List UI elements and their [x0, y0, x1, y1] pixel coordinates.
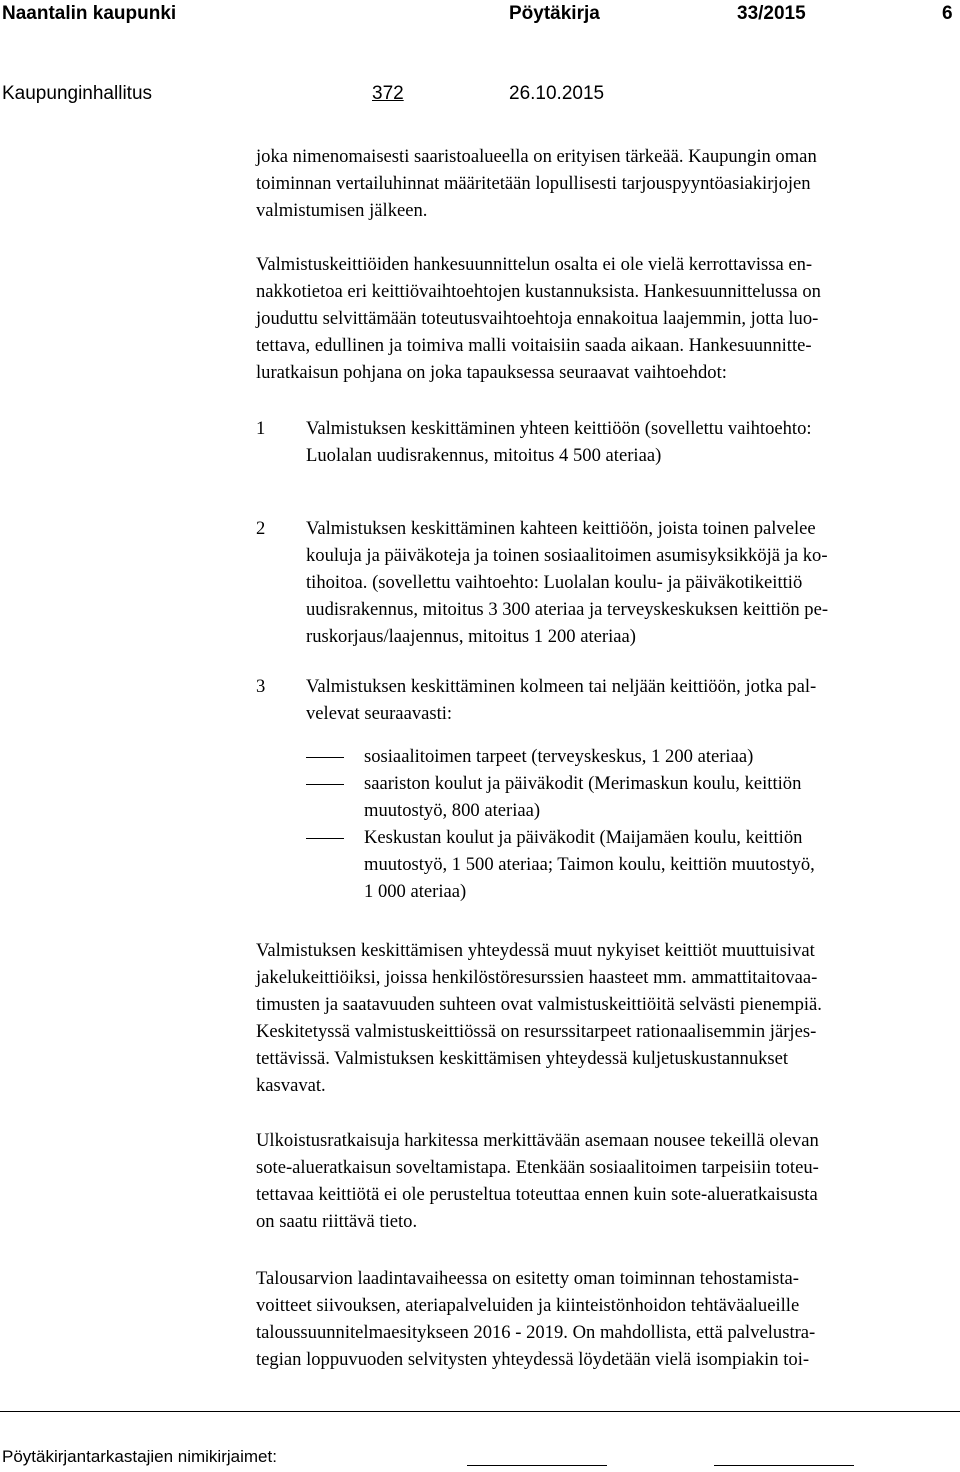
paragraph-budget: Talousarvion laadintavaiheessa on esitetty oman toiminnan tehostamista- voitteet siivouksen, ateriapalveluiden ja kiinteistönhoidon tehtäväalueille taloussuunnitelmaesitykseen 2016 - 2019. On mahdollista, että palvelustra- tegian loppuvuoden selvitysten yhteydessä löydetään vielä isompiakin toi- [256, 1268, 816, 1370]
list-item: sosiaalitoimen tarpeet (terveyskeskus, 1 200 ateriaa) [364, 746, 754, 767]
paragraph-centralization: Valmistuksen keskittämisen yhteydessä muut nykyiset keittiöt muuttuisivat jakelukeittiöiksi, joissa henkilöstöresurssien haasteet mm. ammattitaitovaa- timusten ja saatavuuden suhteen ovat valmistuskeittiöitä selvästi pienempiä. Keskitetyssä valmistuskeittiössä on resurssitarpeet rationaalisemmin järjes- tettävissä. Valmistuksen keskittämisen yhteydessä kuljetuskustannukset kasvavat. [256, 940, 822, 1096]
document-type: Pöytäkirja [509, 3, 600, 24]
paragraph-price-comparison: joka nimenomaisesti saaristoalueella on erityisen tärkeää. Kaupungin oman toiminnan vertailuhinnat määritetään lopullisesti tarjouspyyntöasiakirjojen valmistumisen jälkeen. [256, 146, 817, 221]
dash-bullet [306, 784, 344, 785]
meeting-date: 26.10.2015 [509, 83, 605, 104]
list-item: saariston koulut ja päiväkodit (Merimaskun koulu, keittiön muutostyö, 800 ateriaa) [364, 773, 802, 821]
paragraph-outsourcing: Ulkoistusratkaisuja harkitessa merkittävään asemaan nousee tekeillä olevan sote-alueratkaisun soveltamistapa. Etenkään sosiaalitoimen tarpeisiin toteu- tettavaa keittiötä ei ole perusteltua toteuttaa ennen kuin sote-alueratkaisusta on saatu riittävä tieto. [256, 1130, 819, 1232]
signature-line [467, 1465, 607, 1466]
page-number: 6 [942, 3, 953, 24]
paragraph-project-planning: Valmistuskeittiöiden hankesuunnittelun osalta ei ole vielä kerrottavissa en- nakkotietoa eri keittiövaihtoehtojen kustannuksista. Hankesuunnittelussa on jouduttu selvittämään toteutusvaihtoehtoja ennakoitua laajemmin, jotta luo- tettava, edullinen ja toimiva malli voitaisiin saada aikaan. Hankesuunnitte- luratkaisun pohjana on joka tapauksessa seuraavat vaihtoehdot: [256, 254, 821, 383]
list-item: Keskustan koulut ja päiväkodit (Maijamäen koulu, keittiön muutostyö, 1 500 ateriaa; Taimon koulu, keittiön muutostyö, 1 000 ateriaa) [364, 827, 815, 902]
signature-line [714, 1465, 854, 1466]
option-number: 3 [256, 676, 266, 697]
section-number: 372 [372, 83, 404, 104]
option-item: Valmistuksen keskittäminen kolmeen tai neljään keittiöön, jotka pal- velevat seuraavasti: [306, 676, 817, 724]
option-number: 2 [256, 518, 266, 539]
meeting-body: Kaupunginhallitus [2, 83, 153, 104]
option-item: Valmistuksen keskittäminen yhteen keittiöön (sovellettu vaihtoehto: Luolalan uudisrakennus, mitoitus 4 500 ateriaa) [306, 418, 812, 466]
signature-label: Pöytäkirjantarkastajien nimikirjaimet: [2, 1447, 277, 1466]
document-number: 33/2015 [737, 3, 806, 24]
dash-bullet [306, 838, 344, 839]
footer-divider [0, 1411, 960, 1412]
option-item: Valmistuksen keskittäminen kahteen keittiöön, joista toinen palvelee kouluja ja päiväkoteja ja toinen sosiaalitoimen asumisyksikköjä ja ko- tihoitoa. (sovellettu vaihtoehto: Luolalan koulu- ja päiväkotikeittiö uudisrakennus, mitoitus 3 300 ateriaa ja terveyskeskuksen keittiön pe- ruskorjaus/laajennus, mitoitus 1 200 ateriaa) [306, 518, 829, 647]
city-name: Naantalin kaupunki [2, 3, 177, 24]
option-number: 1 [256, 418, 266, 439]
dash-bullet [306, 757, 344, 758]
